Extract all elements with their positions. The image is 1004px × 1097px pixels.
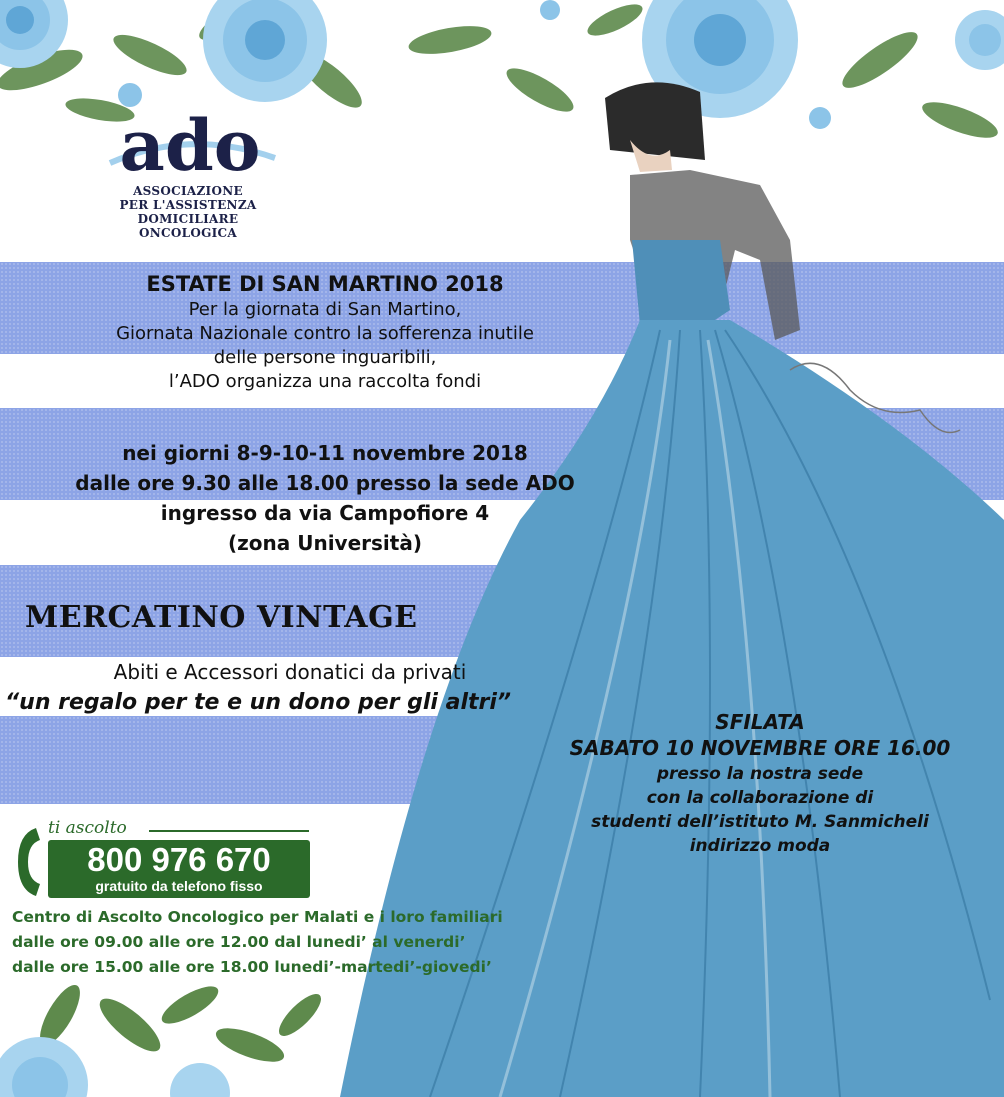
intro-line: Per la giornata di San Martino, <box>188 299 462 320</box>
mercatino-title: MERCATINO VINTAGE <box>25 600 418 635</box>
logo-subtitle-line: PER L'ASSISTENZA <box>119 198 257 212</box>
mercatino-quote: “un regalo per te e un dono per gli altri” <box>5 690 512 715</box>
phone-note: gratuito da telefono fisso <box>95 878 263 894</box>
logo-word: ado <box>119 108 261 183</box>
logo-subtitle-line: ONCOLOGICA <box>138 226 238 240</box>
sfilata-line: indirizzo moda <box>689 836 831 856</box>
sfilata-date: SABATO 10 NOVEMBRE ORE 16.00 <box>569 736 951 760</box>
sfilata-line: studenti dell’istituto M. Sanmicheli <box>591 812 929 832</box>
dates-line: dalle ore 9.30 alle 18.00 presso la sede ADO <box>75 471 575 495</box>
phone-number: 800 976 670 <box>87 841 271 878</box>
intro-line: delle persone inguaribili, <box>213 347 437 368</box>
centro-block <box>12 905 503 980</box>
centro-line: dalle ore 15.00 alle ore 18.00 lunedi’-martedi’-giovedi’ <box>12 958 492 976</box>
centro-line: Centro di Ascolto Oncologico per Malati e i loro familiari <box>12 908 503 926</box>
sfilata-line: presso la nostra sede <box>656 764 864 784</box>
ado-logo <box>100 108 280 183</box>
intro-title: ESTATE DI SAN MARTINO 2018 <box>146 272 504 296</box>
intro-line: Giornata Nazionale contro la sofferenza inutile <box>116 323 534 344</box>
phone-handset-icon <box>14 826 44 898</box>
intro-block <box>30 270 620 394</box>
logo-subtitle-line: ASSOCIAZIONE <box>133 184 243 198</box>
phone-tagline-rule <box>149 830 309 832</box>
intro-line: l’ADO organizza una raccolta fondi <box>168 371 482 392</box>
phone-tagline: ti ascolto <box>48 818 127 838</box>
dates-block <box>0 438 650 558</box>
dates-line: ingresso da via Campofiore 4 <box>160 501 490 525</box>
sfilata-block <box>520 710 1000 858</box>
centro-line: dalle ore 09.00 alle ore 12.00 dal lunedi’ al venerdi’ <box>12 933 466 951</box>
phone-number-box <box>48 840 310 898</box>
logo-subtitle-line: DOMICILIARE <box>137 212 239 226</box>
mercatino-subtitle: Abiti e Accessori donatici da privati <box>113 660 467 684</box>
phone-box <box>14 818 314 902</box>
dates-line: nei giorni 8-9-10-11 novembre 2018 <box>122 441 528 465</box>
sfilata-title: SFILATA <box>715 710 805 734</box>
logo-subtitle <box>108 184 268 240</box>
dates-line: (zona Università) <box>228 531 422 555</box>
sfilata-line: con la collaborazione di <box>646 788 874 808</box>
